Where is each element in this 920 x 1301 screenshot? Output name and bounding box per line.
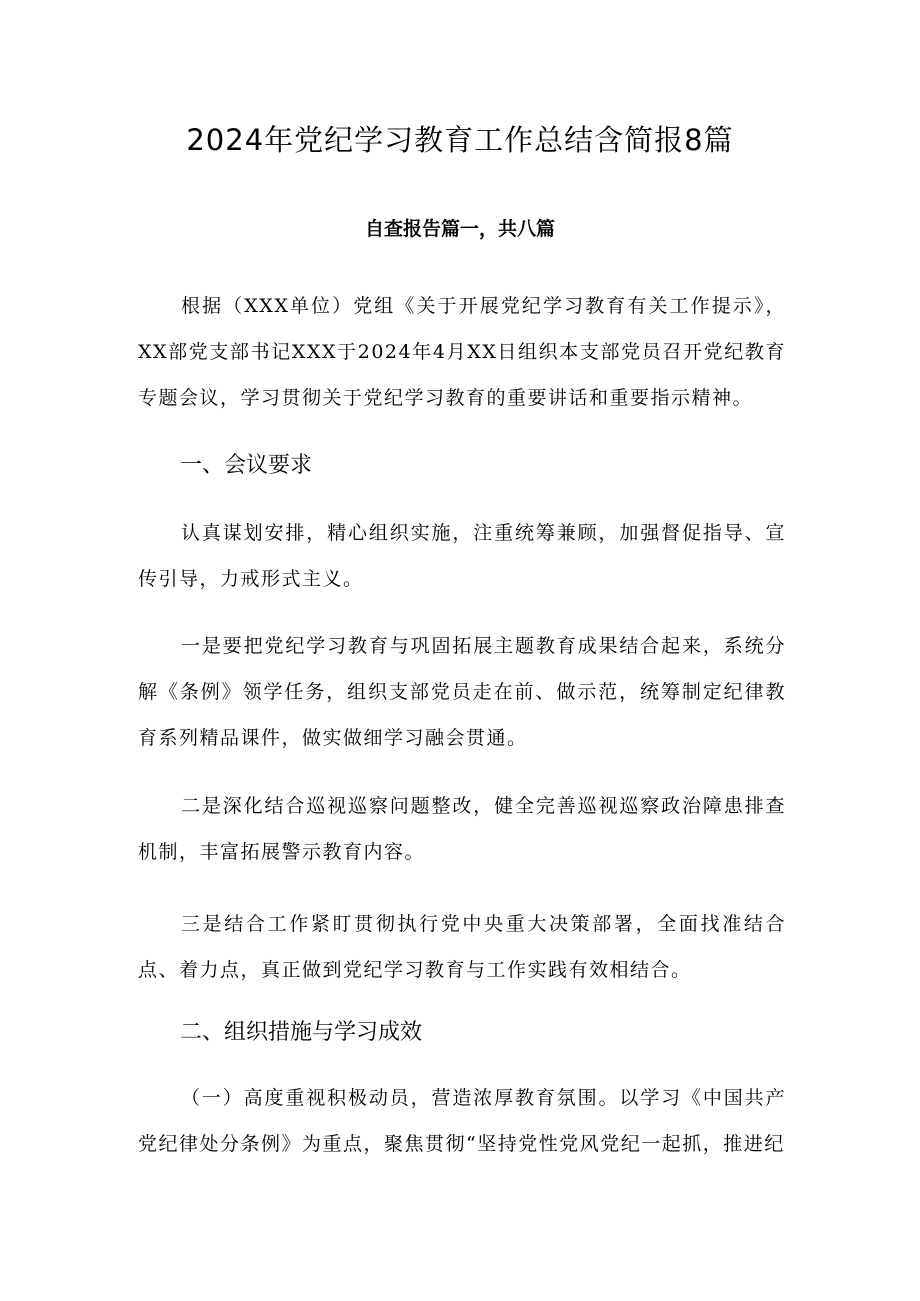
section1-paragraph: 三是结合工作紧盯贯彻执行党中央重大决策部署，全面找准结合点、着力点，真正做到党纪学习教育与工作实践有效相结合。 (138, 913, 786, 981)
document-title: 2024年党纪学习教育工作总结含简报8篇 (186, 123, 734, 157)
section1-paragraph: 认真谋划安排，精心组织实施，注重统筹兼顾，加强督促指导、宣传引导，力戒形式主义。 (138, 522, 786, 590)
section2-paragraph: （一）高度重视积极动员，营造浓厚教育氛围。以学习《中国共产党纪律处分条例》为重点，聚焦贯彻“坚持党性党风党纪一起抓，推进纪 (138, 1087, 786, 1155)
section1-heading: 一、会议要求 (180, 453, 313, 478)
section1-paragraph: 一是要把党纪学习教育与巩固拓展主题教育成果结合起来，系统分解《条例》领学任务，组织支部党员走在前、做示范，统筹制定纪律教育系列精品课件，做实做细学习融会贯通。 (138, 635, 786, 749)
document-subtitle: 自查报告篇一，共八篇 (364, 218, 555, 240)
section2-heading: 二、组织措施与学习成效 (180, 1020, 423, 1045)
section1-paragraph: 二是深化结合巡视巡察问题整改，健全完善巡视巡察政治障患排查机制，丰富拓展警示教育内容。 (138, 795, 786, 863)
intro-paragraph: 根据（XXX单位）党组《关于开展党纪学习教育有关工作提示》，XX部党支部书记XXX于2024年4月XX日组织本支部党员召开党纪教育专题会议，学习贯彻关于党纪学习教育的重要讲话和重要指示精神。 (138, 295, 786, 409)
